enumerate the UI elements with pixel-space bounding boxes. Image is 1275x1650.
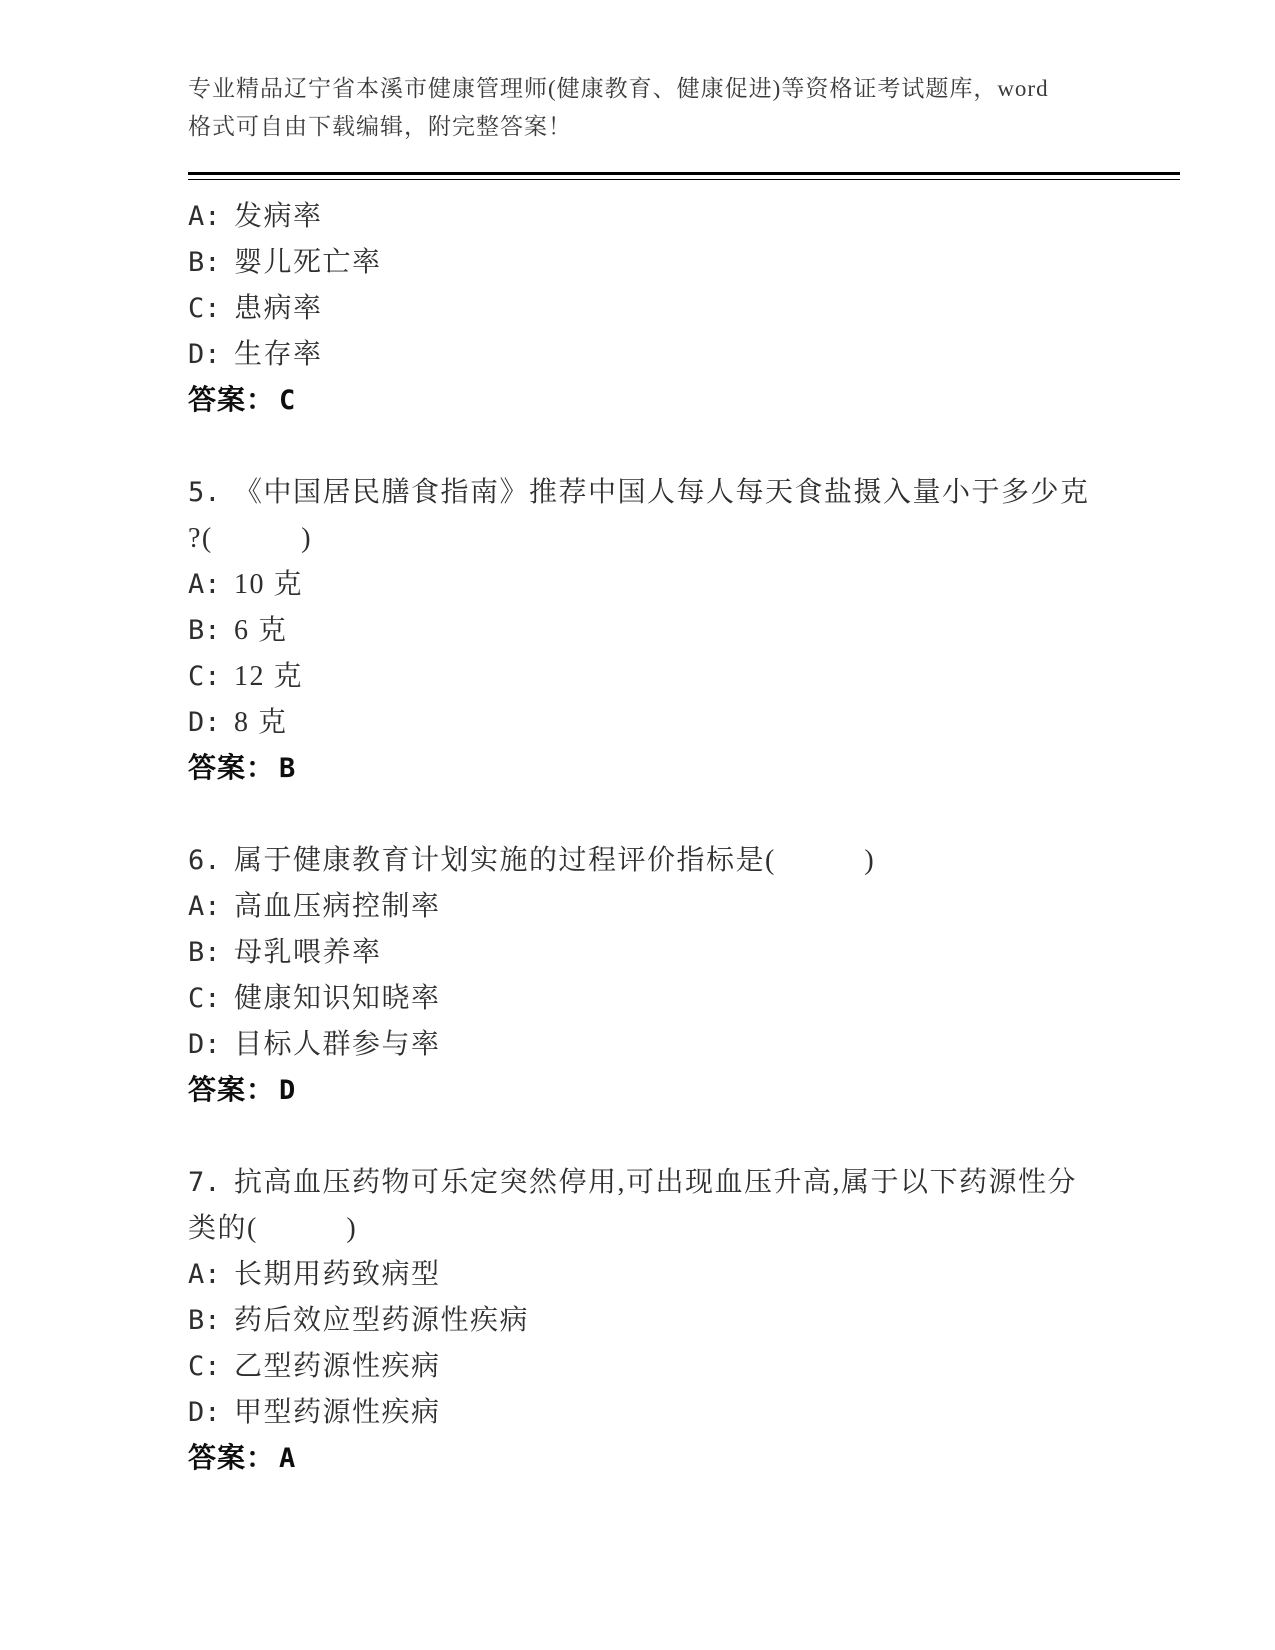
option-row (188, 654, 1180, 700)
header-disclaimer-line-2: 格式可自由下载编辑，附完整答案！ (188, 114, 572, 139)
option-label: C: (188, 1351, 221, 1382)
question-stem-text: 《中国居民膳食指南》推荐中国人每人每天食盐摄入量小于多少克 (234, 477, 1090, 508)
header-rule-divider (188, 172, 1180, 180)
option-row (188, 332, 1180, 378)
option-text: 乙型药源性疾病 (234, 1351, 441, 1382)
option-row (188, 1298, 1180, 1344)
option-text: 母乳喂养率 (234, 937, 382, 968)
option-text: 长期用药致病型 (234, 1259, 441, 1290)
question-stem-text: 抗高血压药物可乐定突然停用,可出现血压升高,属于以下药源性分 (234, 1167, 1078, 1198)
question-block-7 (188, 1160, 1180, 1482)
answer-label: 答案： (188, 385, 276, 416)
option-row (188, 194, 1180, 240)
option-text: 12 克 (234, 661, 304, 692)
option-text: 甲型药源性疾病 (234, 1397, 441, 1428)
question-block-6 (188, 838, 1180, 1114)
option-text: 健康知识知晓率 (234, 983, 441, 1014)
option-text: 发病率 (234, 201, 323, 232)
option-label: A: (188, 569, 221, 600)
question-stem-row (188, 470, 1180, 516)
option-row (188, 700, 1180, 746)
question-stem-continuation: ?( ) (188, 523, 313, 554)
option-row (188, 286, 1180, 332)
option-row (188, 1022, 1180, 1068)
question-number: 7. (188, 1167, 221, 1198)
option-row (188, 1344, 1180, 1390)
answer-value: A (279, 1443, 296, 1474)
option-label: A: (188, 891, 221, 922)
question-block-4 (188, 194, 1180, 424)
option-text: 药后效应型药源性疾病 (234, 1305, 530, 1336)
option-row (188, 976, 1180, 1022)
answer-row (188, 378, 1180, 424)
page-header (188, 70, 1180, 146)
option-label: B: (188, 1305, 221, 1336)
option-label: D: (188, 339, 221, 370)
answer-row (188, 1068, 1180, 1114)
option-label: B: (188, 615, 221, 646)
answer-row (188, 746, 1180, 792)
option-text: 患病率 (234, 293, 323, 324)
question-stem-text: 属于健康教育计划实施的过程评价指标是( ) (234, 845, 876, 876)
option-label: D: (188, 1029, 221, 1060)
option-label: B: (188, 247, 221, 278)
question-stem-row (188, 1160, 1180, 1206)
question-number: 6. (188, 845, 221, 876)
answer-value: B (279, 753, 296, 784)
option-label: D: (188, 707, 221, 738)
option-label: C: (188, 293, 221, 324)
question-stem-continuation: 类的( ) (188, 1213, 358, 1244)
option-row (188, 562, 1180, 608)
answer-label: 答案： (188, 1075, 276, 1106)
answer-value: C (279, 385, 296, 416)
header-disclaimer-line-1: 专业精品辽宁省本溪市健康管理师(健康教育、健康促进)等资格证考试题库，word (188, 76, 1049, 101)
option-row (188, 1390, 1180, 1436)
question-block-5 (188, 470, 1180, 792)
option-label: A: (188, 201, 221, 232)
question-stem-row (188, 838, 1180, 884)
document-body (188, 180, 1180, 1482)
option-text: 6 克 (234, 615, 288, 646)
option-row (188, 240, 1180, 286)
answer-label: 答案： (188, 753, 276, 784)
option-row (188, 1252, 1180, 1298)
question-number: 5. (188, 477, 221, 508)
option-label: D: (188, 1397, 221, 1428)
answer-row (188, 1436, 1180, 1482)
option-row (188, 930, 1180, 976)
option-label: C: (188, 983, 221, 1014)
answer-label: 答案： (188, 1443, 276, 1474)
option-label: C: (188, 661, 221, 692)
option-text: 婴儿死亡率 (234, 247, 382, 278)
answer-value: D (279, 1075, 296, 1106)
option-label: A: (188, 1259, 221, 1290)
option-row (188, 608, 1180, 654)
option-text: 8 克 (234, 707, 288, 738)
option-text: 生存率 (234, 339, 323, 370)
option-text: 高血压病控制率 (234, 891, 441, 922)
option-label: B: (188, 937, 221, 968)
option-text: 10 克 (234, 569, 304, 600)
option-text: 目标人群参与率 (234, 1029, 441, 1060)
option-row (188, 884, 1180, 930)
